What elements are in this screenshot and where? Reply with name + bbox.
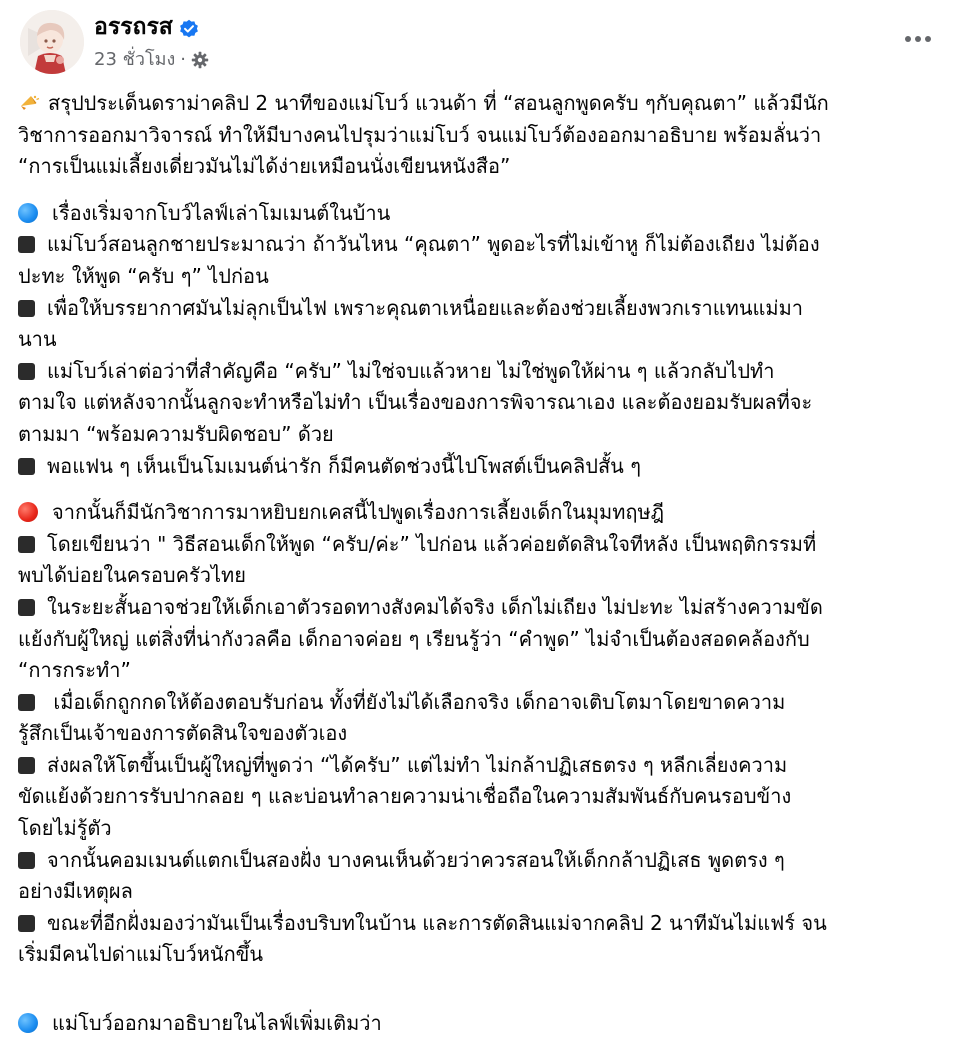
intro-paragraph [18, 88, 942, 183]
blue-circle-icon [18, 203, 38, 223]
black-square-icon [18, 536, 35, 553]
intro-line: วิชาการออกมาวิจารณ์ ทำให้มีบางคนไปรุมว่าแม่โบว์ จนแม่โบว์ต้องออกมาอธิบาย พร้อมลั่นว่า [18, 122, 822, 147]
black-square-icon [18, 236, 35, 253]
black-square-icon [18, 694, 35, 711]
list-item: พอแฟน ๆ เห็นเป็นโมเมนต์น่ารัก ก็มีคนตัดช่วงนี้ไปโพสต์เป็นคลิปสั้น ๆ [18, 451, 942, 483]
black-square-icon [18, 852, 35, 869]
list-item: ส่งผลให้โตขึ้นเป็นผู้ใหญ่ที่พูดว่า “ได้ครับ” แต่ไม่ทำ ไม่กล้าปฏิเสธตรง ๆ หลีกเลี่ยงความ [18, 750, 942, 782]
list-item: ในระยะสั้นอาจช่วยให้เด็กเอาตัวรอดทางสังคมได้จริง เด็กไม่เถียง ไม่ปะทะ ไม่สร้างความขัด [18, 592, 942, 624]
megaphone-icon [18, 92, 40, 114]
list-item-continuation: เริ่มมีคนไปด่าแม่โบว์หนักขึ้น [18, 942, 264, 967]
list-item-continuation: นาน [18, 327, 57, 352]
list-item: แม่โบว์สอนลูกชายประมาณว่า ถ้าวันไหน “คุณตา” พูดอะไรที่ไม่เข้าหู ก็ไม่ต้องเถียง ไม่ต้อง [18, 229, 942, 261]
black-square-icon [18, 599, 35, 616]
section-heading: จากนั้นก็มีนักวิชาการมาหยิบยกเคสนี้ไปพูดเรื่องการเลี้ยงเด็กในมุมทฤษฎี [18, 497, 942, 529]
section-heading: เรื่องเริ่มจากโบว์ไลฟ์เล่าโมเมนต์ในบ้าน [18, 198, 942, 230]
black-square-icon [18, 757, 35, 774]
section-1 [18, 198, 942, 482]
more-options-button[interactable] [898, 24, 938, 54]
meta-separator: · [180, 49, 187, 70]
list-item: ขณะที่อีกฝั่งมองว่ามันเป็นเรื่องบริบทในบ้าน และการตัดสินแม่จากคลิป 2 นาทีมันไม่แฟร์ จน [18, 908, 942, 940]
list-item-continuation: แย้งกับผู้ใหญ่ แต่สิ่งที่น่ากังวลคือ เด็กอาจค่อย ๆ เรียนรู้ว่า “คำพูด” ไม่จำเป็นต้องสอดคล้องกับ [18, 626, 810, 651]
more-options-icon [903, 35, 933, 43]
list-item-continuation: ขัดแย้งด้วยการรับปากลอย ๆ และบ่อนทำลายความน่าเชื่อถือในความสัมพันธ์กับคนรอบข้าง [18, 784, 792, 809]
red-circle-icon [18, 502, 38, 522]
intro-line: สรุปประเด็นดราม่าคลิป 2 นาทีของแม่โบว์ แวนด้า ที่ “สอนลูกพูดครับ ๆกับคุณตา” แล้วมีนัก [18, 88, 942, 120]
gear-icon[interactable] [191, 51, 209, 69]
black-square-icon [18, 300, 35, 317]
list-item: เมื่อเด็กถูกกดให้ต้องตอบรับก่อน ทั้งที่ยังไม่ได้เลือกจริง เด็กอาจเติบโตมาโดยขาดความ [18, 687, 942, 719]
intro-line: “การเป็นแม่เลี้ยงเดี่ยวมันไม่ได้ง่ายเหมือนนั่งเขียนหนังสือ” [18, 154, 511, 179]
list-item-continuation: พบได้บ่อยในครอบครัวไทย [18, 563, 246, 588]
list-item-continuation: ตามใจ แต่หลังจากนั้นลูกจะทำหรือไม่ทำ เป็นเรื่องของการพิจารณาเอง และต้องยอมรับผลที่จะ [18, 390, 813, 415]
post-body [18, 88, 942, 971]
list-item: โดยเขียนว่า " วิธีสอนเด็กให้พูด “ครับ/ค่ะ” ไปก่อน แล้วค่อยตัดสินใจทีหลัง เป็นพฤติกรรมที่ [18, 529, 942, 561]
avatar-illustration [20, 10, 84, 74]
post-time[interactable]: 23 ชั่วโมง [94, 49, 176, 70]
list-item-continuation: ตามมา “พร้อมความรับผิดชอบ” ด้วย [18, 421, 334, 446]
list-item-continuation: “การกระทำ” [18, 658, 131, 683]
verified-badge-icon [179, 17, 199, 37]
list-item: เพื่อให้บรรยากาศมันไม่ลุกเป็นไฟ เพราะคุณตาเหนื่อยและต้องช่วยเลี้ยงพวกเราแทนแม่มา [18, 293, 942, 325]
blue-circle-icon [18, 1013, 38, 1033]
section-2 [18, 497, 942, 971]
cutoff-next-paragraph: แม่โบว์ออกมาอธิบายในไลฟ์เพิ่มเติมว่า [18, 1008, 942, 1039]
author-name[interactable]: อรรถรส [94, 14, 173, 40]
post-meta [94, 48, 209, 72]
author-avatar[interactable] [20, 10, 84, 74]
list-item-continuation: โดยไม่รู้ตัว [18, 816, 112, 841]
black-square-icon [18, 363, 35, 380]
author-name-row [94, 12, 199, 42]
list-item: จากนั้นคอมเมนต์แตกเป็นสองฝั่ง บางคนเห็นด้วยว่าควรสอนให้เด็กกล้าปฏิเสธ พูดตรง ๆ [18, 845, 942, 877]
list-item-continuation: รู้สึกเป็นเจ้าของการตัดสินใจของตัวเอง [18, 721, 348, 746]
black-square-icon [18, 915, 35, 932]
post-header [16, 10, 944, 74]
list-item-continuation: อย่างมีเหตุผล [18, 879, 133, 904]
black-square-icon [18, 458, 35, 475]
list-item-continuation: ปะทะ ให้พูด “ครับ ๆ” ไปก่อน [18, 263, 269, 288]
list-item: แม่โบว์เล่าต่อว่าที่สำคัญคือ “ครับ” ไม่ใช่จบแล้วหาย ไม่ใช่พูดให้ผ่าน ๆ แล้วกลับไปทำ [18, 356, 942, 388]
